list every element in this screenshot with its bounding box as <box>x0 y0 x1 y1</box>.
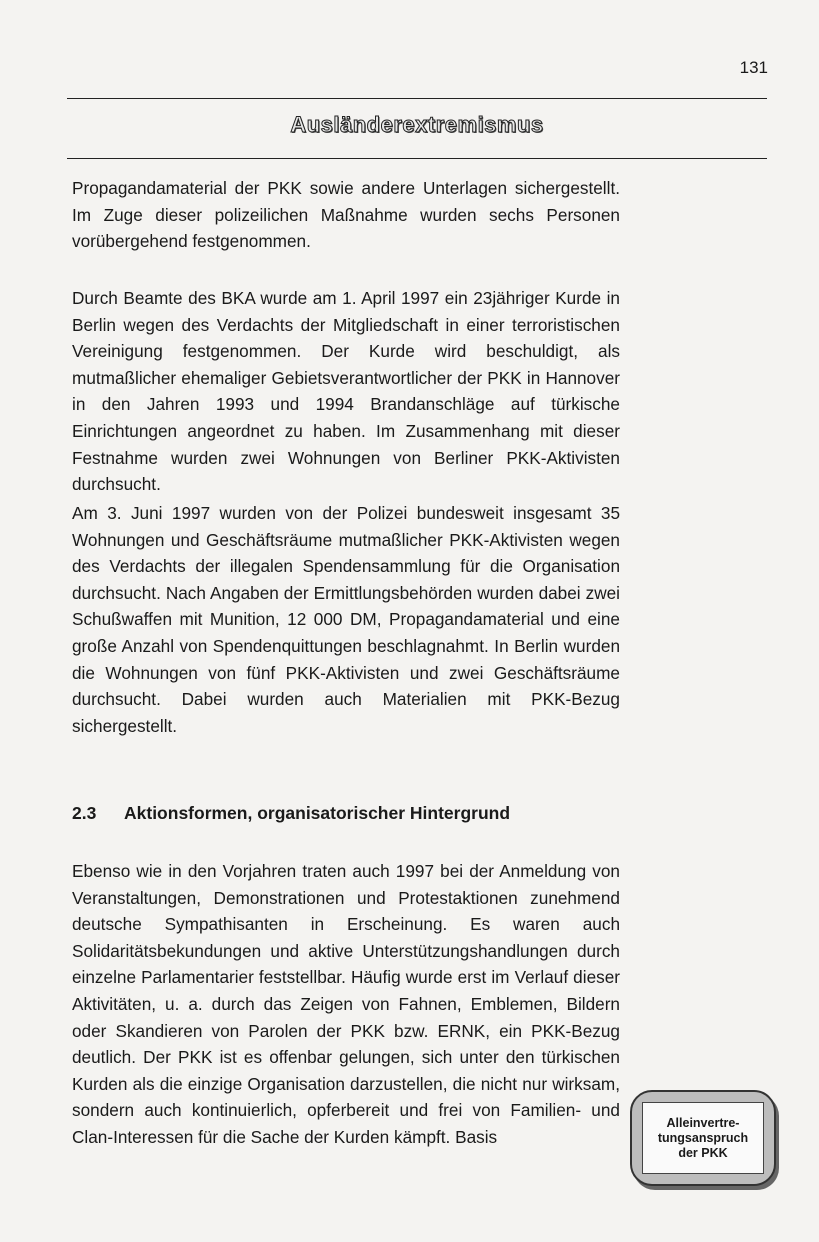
section-heading <box>72 803 510 824</box>
margin-note-line-2: tungsanspruch <box>657 1130 749 1145</box>
margin-note <box>630 1090 776 1186</box>
margin-note-line-1: Alleinvertre- <box>666 1115 740 1130</box>
body-paragraph-1: Propagandamaterial der PKK sowie andere Unterlagen sichergestellt. Im Zuge dieser polizeilichen Maßnahme wurden sechs Personen vorübergehend festgenommen. <box>72 178 620 252</box>
body-paragraph-4: Ebenso wie in den Vorjahren traten auch 1997 bei der Anmeldung von Veranstaltungen, Demonstrationen und Protestaktionen zunehmend deutsche Sympathisanten in Erscheinung. Es waren auch Solidaritätsbekundungen und aktive Unterstützungshandlungen durch einzelne Parlamentarier feststellbar. Häufig wurde erst im Verlauf dieser Aktivitäten, u. a. durch das Zeigen von Fahnen, Emblemen, Bildern oder Skandieren von Parolen der PKK bzw. ERNK, ein PKK-Bezug deutlich. Der PKK ist es offenbar gelungen, sich unter den türkischen Kurden als die einzige Organisation darzustellen, die nicht nur wirksam, sondern auch kontinuierlich, opferbereit und frei von Familien- und Clan-Interessen für die Sache der Kurden kämpft. Basis <box>72 861 620 1147</box>
header-rule-top <box>67 98 767 99</box>
page-number: 131 <box>739 58 768 77</box>
body-paragraph-2: Durch Beamte des BKA wurde am 1. April 1997 ein 23jähriger Kurde in Berlin wegen des Verdachts der Mitgliedschaft in einer terroristischen Vereinigung festgenommen. Der Kurde wird beschuldigt, als mutmaßlicher ehemaliger Gebietsverantwortlicher der PKK in Hannover in den Jahren 1993 und 1994 Brandanschläge auf türkische Einrichtungen angeordnet zu haben. Im Zusammenhang mit dieser Festnahme wurden zwei Wohnungen von Berliner PKK-Aktivisten durchsucht. <box>72 288 620 495</box>
section-number: 2.3 <box>72 803 97 823</box>
header-rule-bottom <box>67 158 767 159</box>
margin-note-inner <box>642 1102 764 1174</box>
margin-note-line-3: der PKK <box>678 1145 728 1160</box>
body-paragraph-3: Am 3. Juni 1997 wurden von der Polizei bundesweit insgesamt 35 Wohnungen und Geschäftsräume mutmaßlicher PKK-Aktivisten wegen des Verdachts der illegalen Spendensammlung für die Organisation durchsucht. Nach Angaben der Ermittlungsbehörden wurden dabei zwei Schußwaffen mit Munition, 12 000 DM, Propagandamaterial und eine große Anzahl von Spendenquittungen beschlagnahmt. In Berlin wurden die Wohnungen von fünf PKK-Aktivisten und zwei Geschäftsräume durchsucht. Dabei wurden auch Materialien mit PKK-Bezug sichergestellt. <box>72 503 620 736</box>
running-head: Ausländerextremismus <box>290 112 544 137</box>
section-title: Aktionsformen, organisatorischer Hintergrund <box>124 803 511 823</box>
